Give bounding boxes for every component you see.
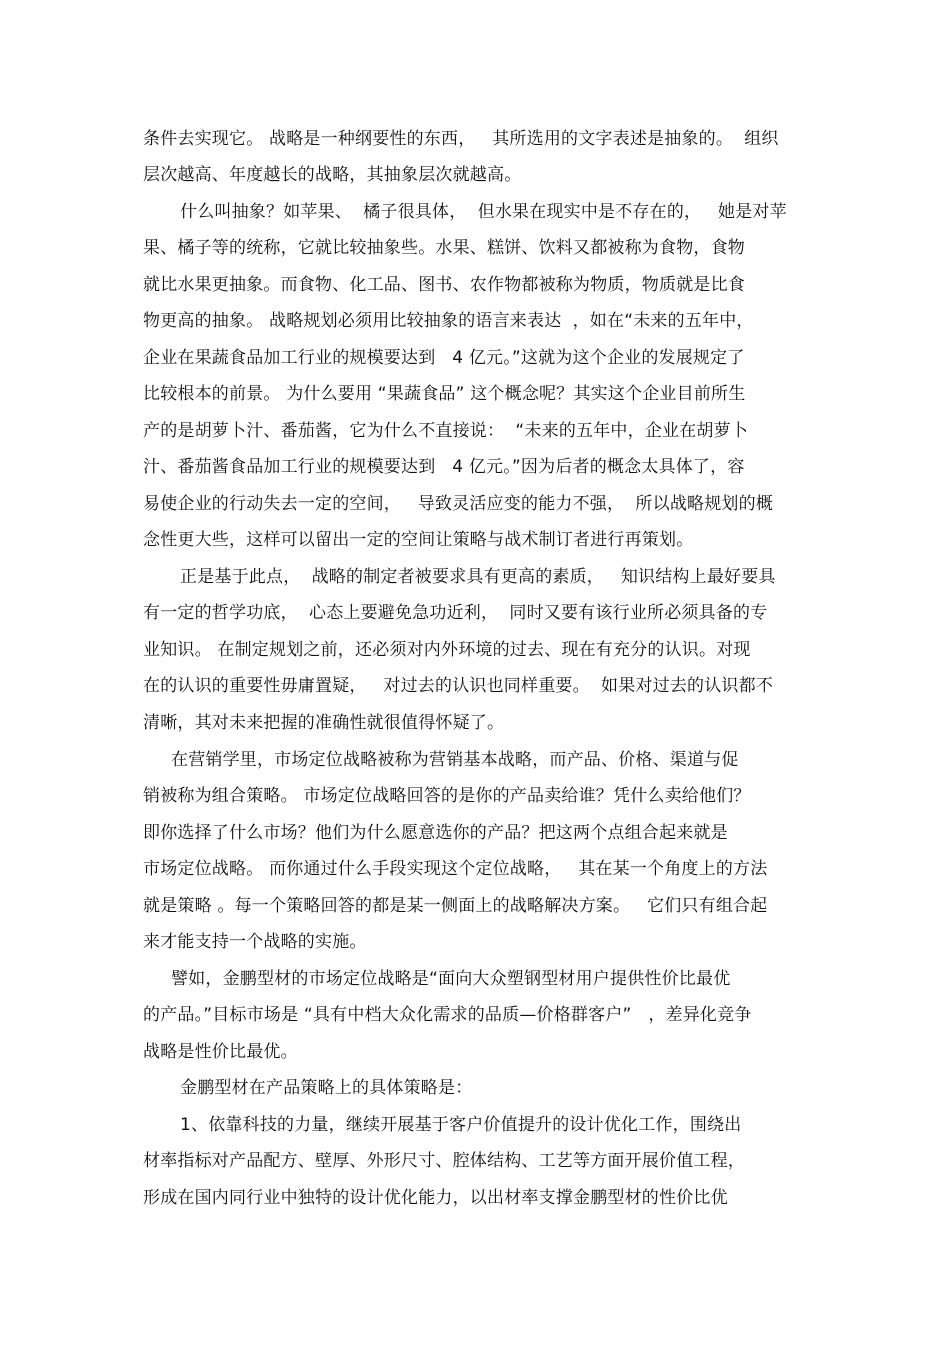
text-line: 战略是性价比最优。: [143, 1042, 298, 1062]
text-line: 形成在国内同行业中独特的设计优化能力，以出材率支撑金鹏型材的性价比优: [143, 1188, 728, 1208]
text-line: 的产品。”目标市场是 “具有中档大众化需求的品质—价格群客户” ，差异化竞争: [143, 1005, 752, 1025]
text-line: 果、橘子等的统称，它就比较抽象些。水果、糕饼、饮料又都被称为食物，食物: [143, 238, 745, 258]
text-line: 1、依靠科技的力量，继续开展基于客户价值提升的设计优化工作，围绕出: [180, 1115, 742, 1135]
text-line: 金鹏型材在产品策略上的具体策略是：: [180, 1078, 473, 1098]
text-line: 汁、番茄酱食品加工行业的规模要达到 4 亿元。”因为后者的概念太具体了，容: [143, 457, 745, 477]
text-line: 即你选择了什么市场？他们为什么愿意选你的产品？把这两个点组合起来就是: [143, 823, 728, 843]
text-line: 正是基于此点， 战略的制定者被要求具有更高的素质， 知识结构上最好要具: [180, 567, 776, 587]
text-line: 来才能支持一个战略的实施。: [143, 932, 367, 952]
text-line: 就是策略 。每一个策略回答的都是某一侧面上的战略解决方案。 它们只有组合起: [143, 896, 768, 916]
text-line: 清晰，其对未来把握的准确性就很值得怀疑了。: [143, 713, 505, 733]
text-line: 物更高的抽象。 战略规划必须用比较抽象的语言来表达 ，如在“未来的五年中，: [143, 311, 754, 331]
text-line: 市场定位战略。 而你通过什么手段实现这个定位战略， 其在某一个角度上的方法: [143, 859, 768, 879]
text-line: 什么叫抽象？如苹果、 橘子很具体， 但水果在现实中是不存在的， 她是对苹: [180, 202, 787, 222]
text-line: 在营销学里，市场定位战略被称为营销基本战略，而产品、价格、渠道与促: [171, 750, 739, 770]
text-line: 有一定的哲学功底， 心态上要避免急功近利， 同时又要有该行业所必须具备的专: [143, 603, 768, 623]
text-line: 易使企业的行动失去一定的空间， 导致灵活应变的能力不强， 所以战略规划的概: [143, 494, 774, 514]
text-line: 念性更大些，这样可以留出一定的空间让策略与战术制订者进行再策划。: [143, 530, 694, 550]
text-line: 在的认识的重要性毋庸置疑， 对过去的认识也同样重要。 如果对过去的认识都不: [143, 676, 774, 696]
text-line: 比较根本的前景。 为什么要用 “果蔬食品” 这个概念呢？其实这个企业目前所生: [143, 384, 746, 404]
text-line: 层次越高、年度越长的战略，其抽象层次就越高。: [143, 165, 522, 185]
text-line: 材率指标对产品配方、壁厚、外形尺寸、腔体结构、工艺等方面开展价值工程，: [143, 1151, 745, 1171]
text-line: 条件去实现它。 战略是一种纲要性的东西， 其所选用的文字表述是抽象的。 组织: [143, 129, 779, 149]
text-line: 产的是胡萝卜汁、番茄酱，它为什么不直接说： “未来的五年中，企业在胡萝卜: [143, 421, 749, 441]
text-line: 就比水果更抽象。而食物、化工品、图书、农作物都被称为物质，物质就是比食: [143, 275, 745, 295]
text-line: 销被称为组合策略。 市场定位战略回答的是你的产品卖给谁？凭什么卖给他们？: [143, 786, 751, 806]
text-line: 业知识。 在制定规划之前，还必须对内外环境的过去、现在有充分的认识。对现: [143, 640, 751, 660]
text-line: 譬如，金鹏型材的市场定位战略是“面向大众塑钢型材用户提供性价比最优: [171, 969, 731, 989]
text-line: 企业在果蔬食品加工行业的规模要达到 4 亿元。”这就为这个企业的发展规定了: [143, 348, 745, 368]
